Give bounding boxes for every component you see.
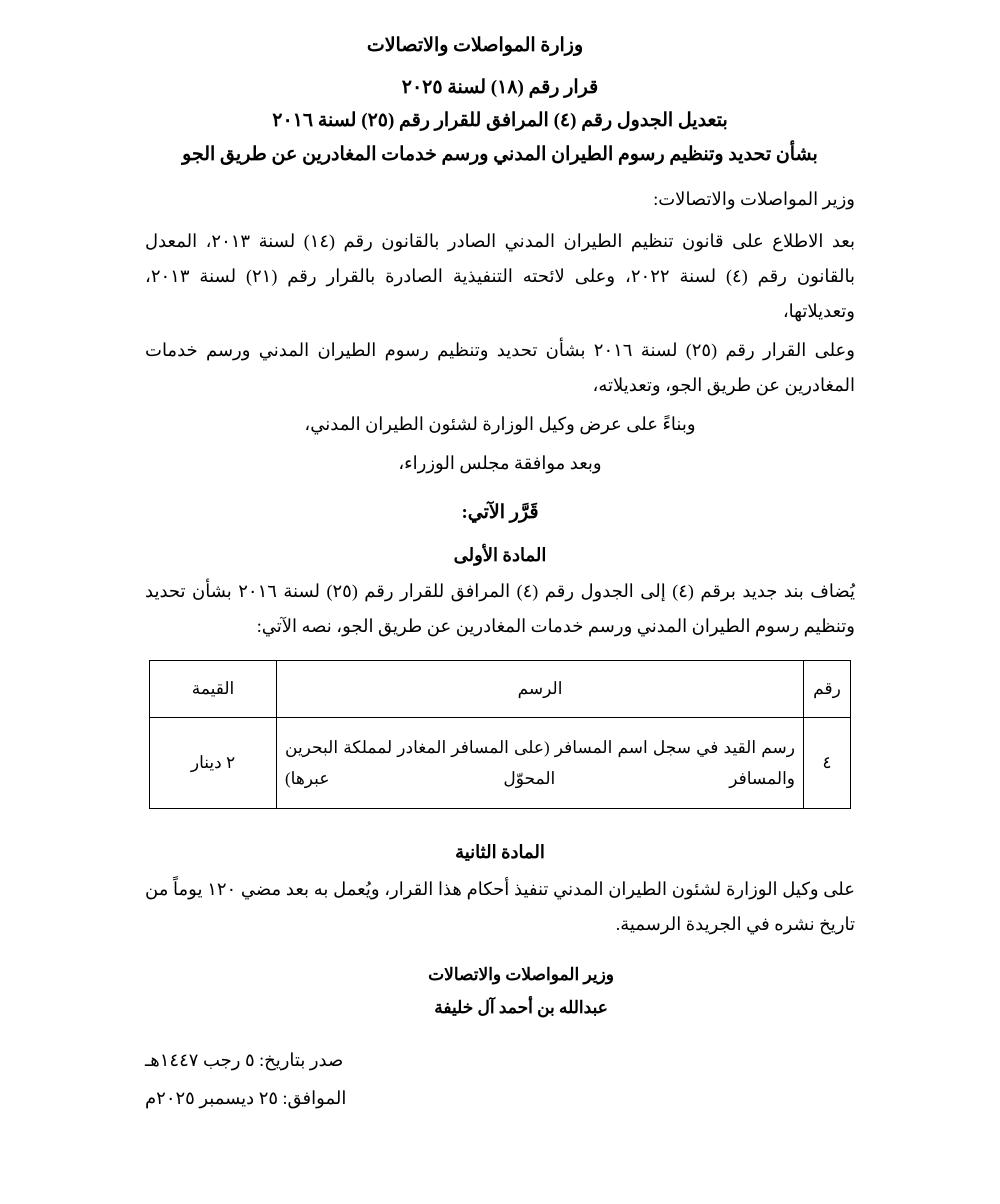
table-cell-fee: رسم القيد في سجل اسم المسافر (على المسافر المغادر لمملكة البحرين والمسافر المحوّل عبرها) bbox=[277, 718, 804, 809]
article-one-heading: المادة الأولى bbox=[453, 544, 547, 565]
table-header-fee: الرسم bbox=[277, 661, 804, 718]
preamble-paragraph-3: وبناءً على عرض وكيل الوزارة لشئون الطيران المدني، bbox=[304, 414, 696, 435]
preamble-paragraph-2: وعلى القرار رقم (٢٥) لسنة ٢٠١٦ بشأن تحديد وتنظيم رسوم الطيران المدني ورسم خدمات المغادرين عن طريق الجو، وتعديلاته، bbox=[145, 339, 855, 395]
table-header-value: القيمة bbox=[150, 661, 277, 718]
table-header-no: رقم bbox=[804, 661, 851, 718]
preamble-paragraph-4: وبعد موافقة مجلس الوزراء، bbox=[398, 453, 602, 474]
decree-title-line-2: بتعديل الجدول رقم (٤) المرافق للقرار رقم (٢٥) لسنة ٢٠١٦ bbox=[272, 110, 728, 132]
decree-title-line-3: بشأن تحديد وتنظيم رسوم الطيران المدني ورسم خدمات المغادرين عن طريق الجو bbox=[182, 144, 818, 166]
decree-title-line-1: قرار رقم (١٨) لسنة ٢٠٢٥ bbox=[401, 76, 599, 98]
fee-table-container bbox=[145, 660, 855, 809]
article-two-body: على وكيل الوزارة لشئون الطيران المدني تنفيذ أحكام هذا القرار، ويُعمل به بعد مضي ١٢٠ يوماً من تاريخ نشره في الجريدة الرسمية. bbox=[145, 878, 855, 935]
table-cell-value: ٢ دينار bbox=[150, 718, 277, 809]
ministry-header: وزارة المواصلات والاتصالات bbox=[366, 35, 584, 56]
document-content bbox=[145, 32, 855, 942]
issue-date-hijri: صدر بتاريخ: ٥ رجب ١٤٤٧هـ bbox=[145, 1050, 344, 1070]
signature-name: عبدالله بن أحمد آل خليفة bbox=[434, 998, 608, 1018]
minister-line: وزير المواصلات والاتصالات: bbox=[653, 188, 855, 209]
table-header-row bbox=[150, 661, 851, 718]
table-row bbox=[150, 718, 851, 809]
fee-table bbox=[149, 660, 851, 809]
date-block bbox=[145, 1042, 545, 1118]
decided-heading: قَرَّر الآتي: bbox=[461, 502, 539, 524]
article-one-body: يُضاف بند جديد برقم (٤) إلى الجدول رقم (٤) المرافق للقرار رقم (٢٥) لسنة ٢٠١٦ بشأن تحديد وتنظيم رسوم الطيران المدني ورسم خدمات المغادرين عن طريق الجو، نصه الآتي: bbox=[145, 581, 855, 637]
preamble-paragraph-1: بعد الاطلاع على قانون تنظيم الطيران المدني الصادر بالقانون رقم (١٤) لسنة ٢٠١٣، المعدل بالقانون رقم (٤) لسنة ٢٠٢٢، وعلى لائحته التنفيذية الصادرة بالقرار رقم (٢١) لسنة ٢٠١٣، وتعديلاتها، bbox=[145, 230, 855, 321]
issue-date-gregorian: الموافق: ٢٥ ديسمبر ٢٠٢٥م bbox=[145, 1087, 347, 1108]
decree-title-block bbox=[145, 73, 855, 171]
signature-block bbox=[428, 958, 614, 1024]
article-two-heading: المادة الثانية bbox=[455, 842, 545, 863]
table-cell-no: ٤ bbox=[804, 718, 851, 809]
signature-title: وزير المواصلات والاتصالات bbox=[428, 965, 614, 984]
